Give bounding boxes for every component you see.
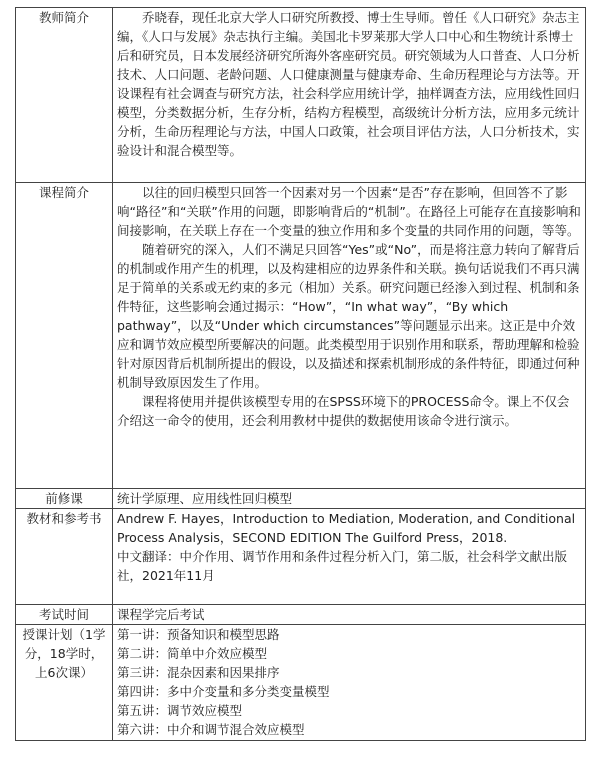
textbook-cell [113, 509, 586, 605]
course-intro-paragraph-2: 随着研究的深入，人们不满足只回答“Yes”或“No”，而是将注意力转向了解背后的机制或作用产生的机理，以及构建相应的边界条件和关联。换句话说我们不再只满足于简单的关系或无约束的多元（相加）关系。研究问题已经渗入到过程、机制和条件特征，这些影响会通过揭示：“How”，“In what way”，“By which pathway”，以及“Under which circumstances”等问题显示出来。这正是中介效应和调节效应模型所要解决的问题。此类模型用于识别作用和联系，帮助理解和检验针对原因背后机制所提出的假设，以及描述和探索机制形成的条件特征，即通过何种机制导致原因发生了作用。 [117, 242, 580, 390]
teacher-intro-text: 乔晓春，现任北京大学人口研究所教授、博士生导师。曾任《人口研究》杂志主编，《人口与发展》杂志执行主编。美国北卡罗莱那大学人口中心和生物统计系博士后和研究员，日本发展经济研究所海外客座研究员。研究领域为人口普查、人口分析技术、人口问题、老龄问题、人口健康测量与健康寿命、生命历程理论与方法等。开设课程有社会调查与研究方法，社会科学应用统计学，抽样调查方法，应用线性回归模型，分类数据分析，生存分析，结构方程模型，高级统计分析方法，应用多元统计分析，生命历程理论与方法，中国人口政策，社会项目评估方法，人口分析技术，实验设计和混合模型等。 [117, 10, 580, 158]
row-label-schedule: 授课计划（1学分，18学时，上6次课） [16, 625, 113, 741]
lecture-item-1: 第一讲：预备知识和模型思路 [117, 627, 280, 642]
row-label-prereq: 前修课 [16, 489, 113, 509]
course-intro-paragraph-3: 课程将使用并提供该模型专用的在SPSS环境下的PROCESS命令。课上不仅会介绍这一命令的使用，还会利用教材中提供的数据使用该命令进行演示。 [117, 394, 570, 428]
schedule-cell [113, 625, 586, 741]
table-row [16, 8, 586, 183]
course-intro-cell [113, 183, 586, 489]
row-label-exam: 考试时间 [16, 605, 113, 625]
lecture-item-3: 第三讲：混杂因素和因果排序 [117, 665, 280, 680]
row-label-course: 课程简介 [16, 183, 113, 489]
textbook-chinese: 中文翻译：中介作用、调节作用和条件过程分析入门，第二版，社会科学文献出版社，2021年11月 [117, 549, 568, 583]
lecture-item-6: 第六讲：中介和调节混合效应模型 [117, 722, 305, 737]
row-label-textbook: 教材和参考书 [16, 509, 113, 605]
teacher-intro-cell [113, 8, 586, 183]
exam-cell: 课程学完后考试 [113, 605, 586, 625]
course-info-table [15, 7, 586, 741]
course-intro-paragraph-1: 以往的回归模型只回答一个因素对另一个因素“是否”存在影响，但回答不了影响“路径”和“关联”作用的问题，即影响背后的“机制”。在路径上可能存在直接影响和间接影响，在关联上存在一个变量的独立作用和多个变量的共同作用的问题，等等。 [117, 185, 581, 238]
table-row [16, 605, 586, 625]
table-row [16, 625, 586, 741]
table-row [16, 489, 586, 509]
lecture-item-2: 第二讲：简单中介效应模型 [117, 646, 268, 661]
prereq-cell: 统计学原理、应用线性回归模型 [113, 489, 586, 509]
table-row [16, 509, 586, 605]
textbook-english: Andrew F. Hayes，Introduction to Mediation, Moderation, and Conditional Process Analysis，SECOND EDITION The Guilford Press，2018. [117, 511, 576, 545]
lecture-item-5: 第五讲：调节效应模型 [117, 703, 243, 718]
lecture-item-4: 第四讲：多中介变量和多分类变量模型 [117, 684, 330, 699]
row-label-teacher: 教师简介 [16, 8, 113, 183]
table-row [16, 183, 586, 489]
